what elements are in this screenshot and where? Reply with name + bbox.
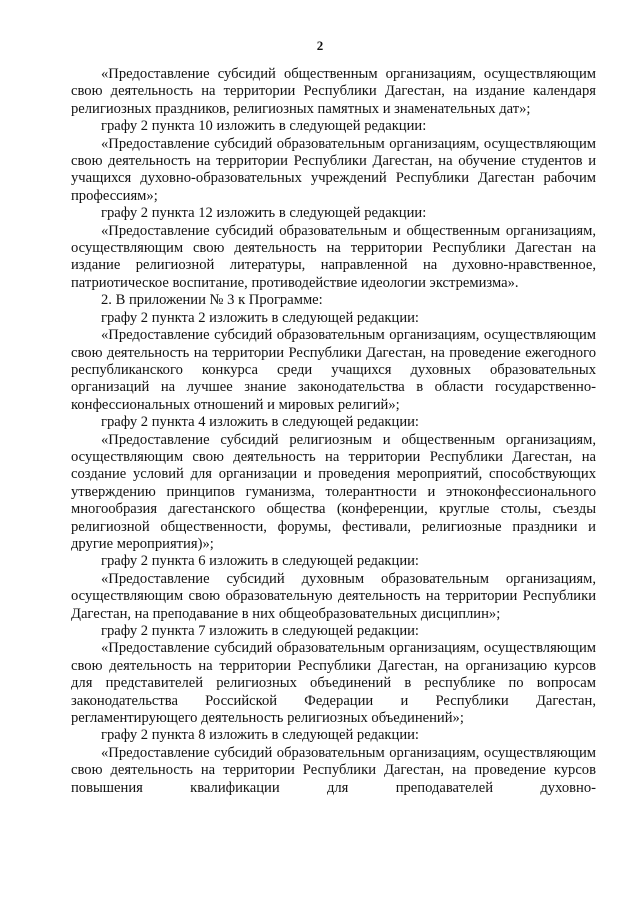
page-number: 2 (316, 38, 324, 53)
paragraph-appendix-3: 2. В приложении № 3 к Программе: (101, 292, 323, 309)
body-text (71, 66, 596, 797)
paragraph-quote-general-disciplines: «Предоставление субсидий духовным образовательным организациям, осуществляющим свою образовательную деятельность на территории Республики Дагестан, на преподавание в них общеобразовательных дисциплин»; (71, 570, 596, 622)
paragraph-column-item-6: графу 2 пункта 6 изложить в следующей редакции: (101, 553, 419, 570)
paragraph-quote-religious-literature: «Предоставление субсидий образовательным и общественным организациям, осуществляющим свою деятельность на территории Республики Дагестан на издание религиозной литературы, направленной на духовно-нравственное, патриотическое воспитание, противодействие идеологии экстремизма». (71, 222, 596, 291)
paragraph-column-item-7: графу 2 пункта 7 изложить в следующей редакции: (101, 623, 419, 639)
paragraph-column-item-8: графу 2 пункта 8 изложить в следующей редакции: (101, 727, 419, 744)
paragraph-quote-vocational-training: «Предоставление субсидий образовательным организациям, осуществляющим свою деятельность на территории Республики Дагестан, на обучение студентов и учащихся духовно-образовательных учреждений Республики Дагестан рабочим профессиям»; (71, 135, 596, 204)
paragraph-column-item-12: графу 2 пункта 12 изложить в следующей редакции: (101, 205, 427, 222)
paragraph-quote-legislation-courses: «Предоставление субсидий образовательным организациям, осуществляющим свою деятельность на территории Республики Дагестан, на организацию курсов для представителей религиозных объединений в республике по вопросам законодательства Российской Федерации и Республики Дагестан, регламентирующего деятельность религиозных объединений»; (71, 640, 596, 727)
paragraph-quote-calendar: «Предоставление субсидий общественным организациям, осуществляющим свою деятельность на территории Республики Дагестан, на издание календаря религиозных праздников, религиозных памятных и знаменательных дат»; (71, 66, 596, 117)
paragraph-column-item-2: графу 2 пункта 2 изложить в следующей редакции: (101, 309, 419, 326)
paragraph-column-item-4: графу 2 пункта 4 изложить в следующей редакции: (101, 414, 419, 431)
paragraph-quote-contest: «Предоставление субсидий образовательным организациям, осуществляющим свою деятельность на территории Республики Дагестан, на проведение ежегодного республиканского конкурса среди учащихся духовных образовательных организаций на лучшее знание законодательства в области государственно-конфессиональных отношений и мировых религий»; (71, 327, 596, 413)
paragraph-column-item-10: графу 2 пункта 10 изложить в следующей редакции: (101, 118, 427, 135)
paragraph-quote-events: «Предоставление субсидий религиозным и общественным организациям, осуществляющим свою деятельность на территории Республики Дагестан, на создание условий для организации и проведения мероприятий, способствующих утверждению принципов гуманизма, толерантности и этноконфессионального многообразия дагестанского общества (конференции, круглые столы, съезды религиозной общественности, форумы, фестивали, религиозные праздники и другие мероприятия)»; (71, 431, 596, 552)
paragraph-quote-qualification-courses: «Предоставление субсидий образовательным организациям, осуществляющим свою деятельность на территории Республики Дагестан, на проведение курсов повышения квалификации для преподавателей духовно- (71, 744, 596, 796)
